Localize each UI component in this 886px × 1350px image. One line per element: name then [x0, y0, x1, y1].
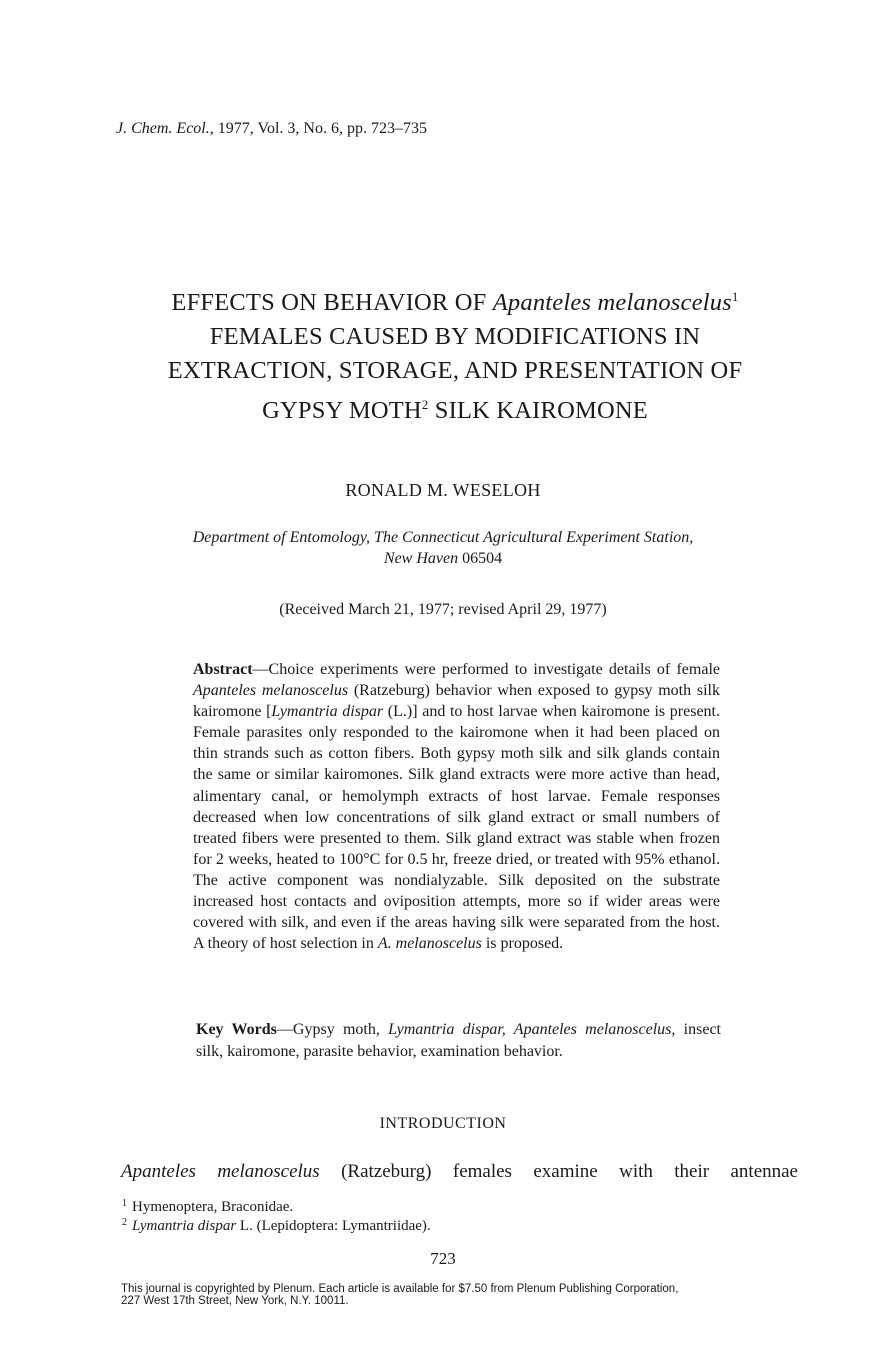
author-affiliation: Department of Entomology, The Connecticut Agricultural Experiment Station, New Haven 06504 — [192, 529, 694, 567]
journal-name: J. Chem. Ecol. — [116, 120, 210, 137]
page-number: 723 — [430, 1249, 456, 1268]
title-line-4: GYPSY MOTH$^2$ SILK KAIROMONE — [262, 397, 648, 424]
article-title — [90, 280, 820, 428]
received-dates: (Received March 21, 1977; revised April 29, 1977) — [279, 601, 607, 618]
title-line-3: EXTRACTION, STORAGE, AND PRESENTATION OF — [167, 357, 743, 384]
section-heading-introduction: INTRODUCTION — [379, 1115, 507, 1132]
footnote-ref-1: 1 — [731, 289, 739, 304]
introduction-first-line: Apanteles melanoscelus (Ratzeburg) females examine with their antennae — [121, 1161, 798, 1182]
abstract-label: Abstract — [193, 661, 253, 678]
key-words-label: Key Words — [196, 1021, 277, 1038]
journal-citation — [116, 120, 427, 138]
title-line-1: EFFECTS ON BEHAVIOR OF Apanteles melanoscelus$^1$ — [171, 289, 739, 316]
title-line-2: FEMALES CAUSED BY MODIFICATIONS IN — [209, 323, 701, 350]
title-species: Apanteles melanoscelus — [492, 289, 732, 316]
footnote-1: $^1$ Hymenoptera, Braconidae. — [122, 1198, 294, 1215]
copyright-notice: This journal is copyrighted by Plenum. Each article is available for $7.50 from Plenum Publishing Corporation, 227 West 17th Street, New York, N.Y. 10011. — [121, 1283, 679, 1307]
abstract: Abstract—Choice experiments were performed to investigate details of female Apanteles melanoscelus (Ratzeburg) behavior when exposed to gypsy moth silk kairomone [Lymantria dispar (L.)] and to host larvae when kairomone is present. Female parasites only responded to the kairomone when it had been placed on thin strands such as cotton fibers. Both gypsy moth silk and silk glands contain the same or similar kairomones. Silk gland extracts were more active than head, alimentary canal, or hemolymph extracts of host larvae. Female responses decreased when low concentrations of silk gland extract or small numbers of treated fibers were presented to them. Silk gland extract was stable when frozen for 2 weeks, heated to 100°C for 0.5 hr, freeze dried, or treated with 95% ethanol. The active component was nondialyzable. Silk deposited on the substrate increased host contacts and oviposition attempts, more so if wider areas were covered with silk, and even if the areas having silk were separated from the host. A theory of host selection in A. melanoscelus is proposed. — [193, 661, 721, 953]
key-words: Key Words—Gypsy moth, Lymantria dispar, Apanteles melanoscelus, insect silk, kairomone, parasite behavior, examination behavior. — [196, 1021, 722, 1060]
citation-details: , 1977, Vol. 3, No. 6, pp. 723–735 — [209, 120, 427, 137]
footnote-ref-2: 2 — [421, 397, 429, 412]
author-name: RONALD M. WESELOH — [345, 480, 541, 500]
footnote-2: $^2$ Lymantria dispar L. (Lepidoptera: Lymantriidae). — [122, 1217, 431, 1234]
